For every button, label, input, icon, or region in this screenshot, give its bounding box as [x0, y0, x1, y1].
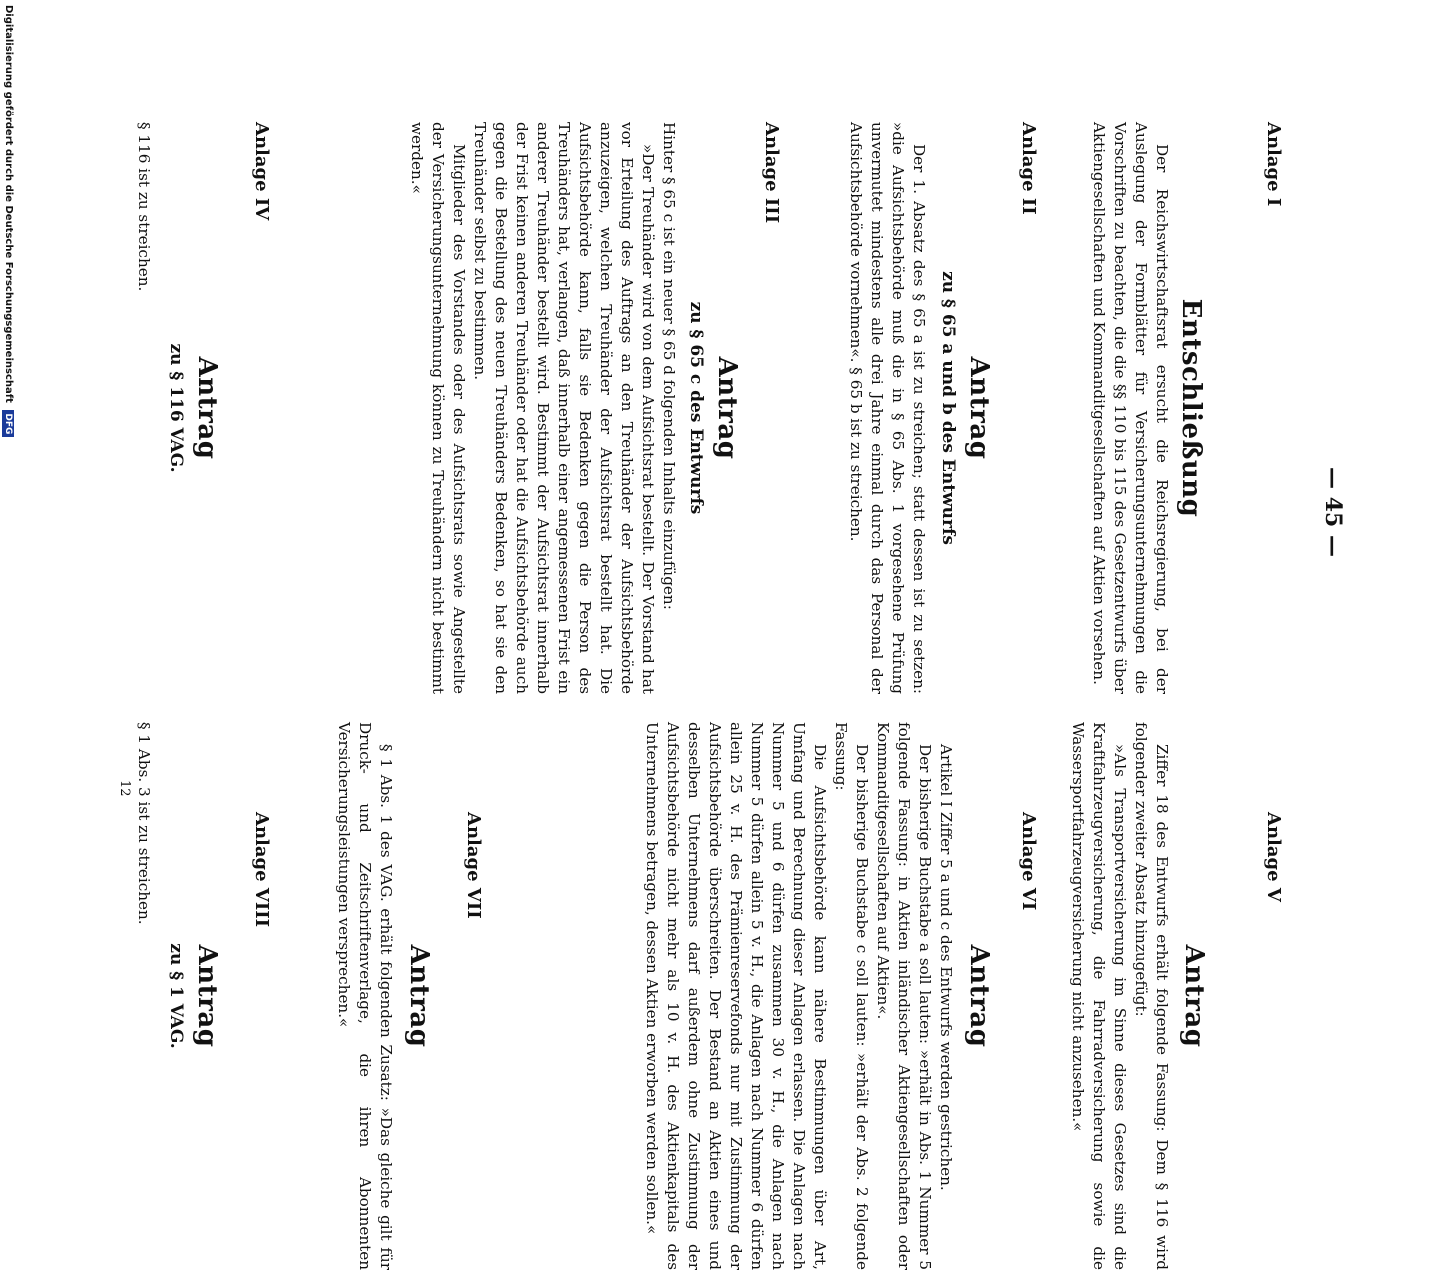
text-anlage-8 [133, 722, 154, 1270]
heading-anlage-3: Antrag [712, 356, 742, 460]
label-anlage-8: Anlage VIII [251, 812, 272, 928]
subheading-anlage-2: zu § 65 a und b des Entwurfs [938, 271, 958, 545]
footer-number: 12 [117, 780, 132, 797]
paragraph: Der bisherige Buchstabe a soll lauten: »erhält in Abs. 1 Nummer 5 folgende Fassung: in Aktien inländischer Aktiengesellschaften oder Kommanditgesellschaften auf Aktien«. [874, 722, 934, 1270]
dfg-logo: DFG [2, 410, 14, 437]
digitization-note [2, 5, 14, 437]
paragraph: »Der Treuhänder wird von dem Aufsichtsrat bestellt. Der Vorstand hat vor Erteilung des Auftrags an den Treuhänder der Aufsichtsbehörde anzuzeigen, welchen Treuhänder der Aufsichtsrat bestellt hat. Die Aufsichtsbehörde kann, falls sie Bedenken gegen die Person des Treuhänders hat, verlangen, daß innerhalb einer angemessenen Frist ein anderer Treuhänder bestellt wird. Bestimmt der Aufsichtsrat innerhalb der Frist keinen anderen Treuhänder oder hat die Aufsichtsbehörde auch gegen die Bestellung des neuen Treuhänders Bedenken, so hat sie den Treuhänder selbst zu bestimmen. [471, 122, 657, 694]
page-number: — 45 — [1320, 467, 1346, 557]
label-anlage-7: Anlage VII [463, 812, 484, 919]
paragraph: Ziffer 18 des Entwurfs erhält folgende Fassung: Dem § 116 wird folgender zweiter Absatz hinzugefügt: [1132, 722, 1171, 1270]
label-anlage-1: Anlage I [1263, 122, 1284, 207]
heading-anlage-5: Antrag [1179, 944, 1209, 1048]
label-anlage-4: Anlage IV [251, 122, 272, 221]
heading-anlage-4: Antrag [192, 356, 222, 460]
text-anlage-1 [1088, 122, 1172, 694]
heading-anlage-8: Antrag [192, 944, 222, 1048]
label-anlage-5: Anlage V [1263, 812, 1284, 902]
text-anlage-4 [133, 122, 154, 694]
text-anlage-5 [1067, 722, 1172, 1270]
heading-anlage-7: Antrag [404, 944, 434, 1048]
text-anlage-7 [333, 722, 396, 1270]
paragraph: § 1 Abs. 1 des VAG. erhält folgenden Zusatz: »Das gleiche gilt für Druck- und Zeitschriftenverlage, die ihren Abonnenten Versicherungsleistungen versprechen.« [335, 722, 395, 1270]
paragraph: Die Aufsichtsbehörde kann nähere Bestimmungen über Art, Umfang und Berechnung dieser Anlagen erlassen. Die Anlagen nach Nummer 5 und 6 dürfen zusammen 30 v. H., die Anlagen nach Nummer 5 dürfen allein 5 v. H., die Anlagen nach Nummer 6 dürfen allein 25 v. H. des Prämienreservefonds nur mit Zustimmung der Aufsichtsbehörde überschreiten. Der Bestand an Aktien eines und desselben Unternehmens darf außerdem ohne Zustimmung der Aufsichtsbehörde nicht mehr als 10 v. H. des Aktienkapitals des Unternehmens betragen, dessen Aktien erworben werden sollen.« [643, 722, 829, 1270]
label-anlage-2: Anlage II [1018, 122, 1039, 215]
label-anlage-3: Anlage III [761, 122, 782, 224]
subheading-anlage-8: zu § 1 VAG. [166, 943, 186, 1049]
text-anlage-3 [406, 122, 679, 694]
paragraph: § 1 Abs. 3 ist zu streichen. [135, 722, 153, 925]
digitization-note-text: Digitalisierung gefördert durch die Deutsche Forschungsgemeinschaft [3, 5, 14, 403]
paragraph: Der bisherige Buchstabe c soll lauten: »erhält der Abs. 2 folgende Fassung: [832, 722, 871, 1270]
paragraph: »Als Transportversicherung im Sinne dieses Gesetzes sind die Kraftfahrzeugversicherung, die Fahrradversicherung sowie die Wassersportfahrzeugversicherung nicht anzusehen.« [1069, 722, 1129, 1270]
text-anlage-2 [845, 122, 929, 694]
subheading-anlage-4: zu § 116 VAG. [166, 343, 186, 473]
heading-anlage-6: Antrag [964, 944, 994, 1048]
text-anlage-6 [641, 722, 956, 1270]
heading-anlage-1: Entschließung [1176, 298, 1206, 518]
paragraph: Hinter § 65 c ist ein neuer § 65 d folgenden Inhalts einzufügen: [660, 122, 678, 610]
paragraph: § 116 ist zu streichen. [135, 122, 153, 292]
paragraph: Der Reichswirtschaftsrat ersucht die Reichsregierung, bei der Auslegung der Formblätter für Versicherungsunternehmungen die Vorschriften zu beachten, die die §§ 110 bis 115 des Gesetzentwurfs über Aktiengesellschaften und Kommanditgesellschaften auf Aktien vorsehen. [1090, 122, 1171, 694]
paragraph: Mitglieder des Vorstandes oder des Aufsichtsrats sowie Angestellte der Versicherungsunternehmung können zu Treuhändern nicht bestimmt werden.« [408, 122, 468, 694]
heading-anlage-2: Antrag [964, 356, 994, 460]
label-anlage-6: Anlage VI [1018, 812, 1039, 911]
paragraph: Artikel I Ziffer 5 a und c des Entwurfs werden gestrichen. [937, 744, 955, 1191]
paragraph: Der 1. Absatz des § 65 a ist zu streichen; statt dessen ist zu setzen: »die Aufsichtsbehörde muß die in § 65 Abs. 1 vorgesehene Prüfung unvermutet mindestens alle drei Jahre einmal durch das Personal der Aufsichtsbehörde vornehmen«. § 65 b ist zu streichen. [847, 122, 928, 694]
subheading-anlage-3: zu § 65 c des Entwurfs [686, 301, 706, 515]
